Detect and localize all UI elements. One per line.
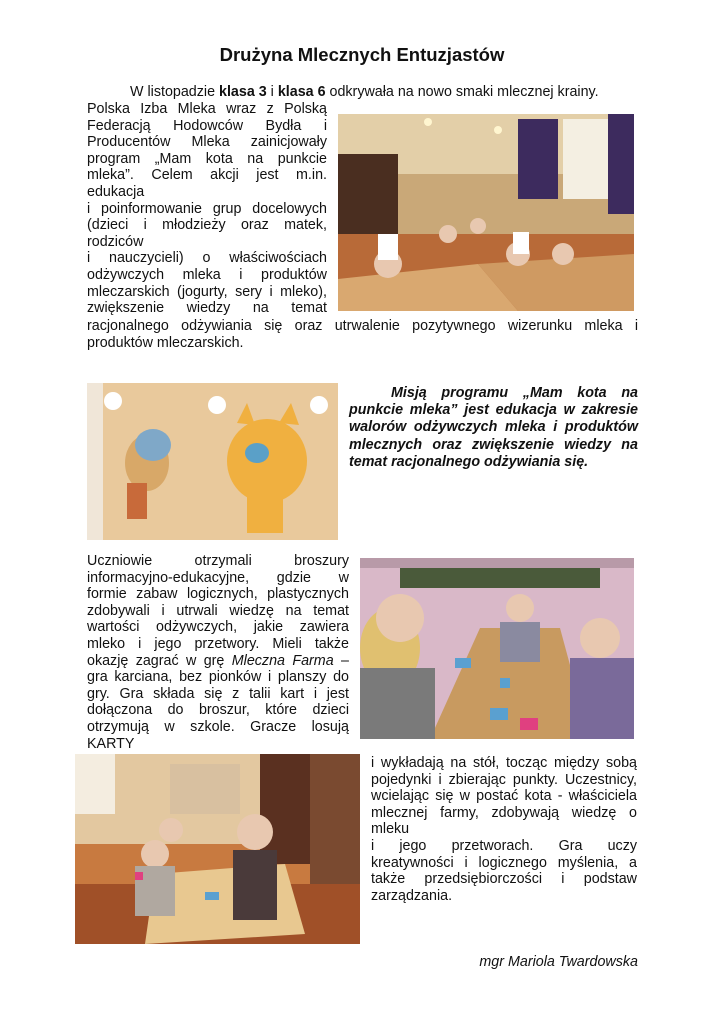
classroom-photo: [338, 114, 634, 311]
intro-line: odżywczych mleka i produktów: [87, 266, 327, 283]
intro-line: Polska Izba Mleka wraz z Polską: [87, 101, 327, 117]
intro-lead-c: odkrywała na nowo smaki mlecznej krainy.: [325, 84, 599, 100]
game-name: Mleczna Farma: [231, 652, 334, 669]
intro-last-line: produktów mleczarskich.: [87, 335, 244, 351]
game-line: KARTY: [87, 735, 135, 752]
game-line7-b: –: [333, 652, 349, 669]
intro-full-line: racjonalnego odżywiania się oraz utrwalenie pozytywnego wizerunku mleka i: [87, 318, 638, 334]
game-line7-a: okazję zagrać w grę: [87, 652, 232, 669]
intro-line: Federacją Hodowców Bydła i: [87, 117, 327, 134]
game-line: [87, 653, 349, 670]
intro-line: i poinformowanie grup docelowych: [87, 200, 327, 217]
mission-statement: [349, 385, 638, 471]
author-signature: mgr Mariola Twardowska: [479, 954, 638, 970]
continuation-line: także przedsiębiorczości i podstaw: [371, 871, 637, 888]
poster-photo: [87, 383, 338, 540]
game-line: informacyjno-edukacyjne, gdzie w: [87, 569, 349, 586]
game-line: gry. Gra składa się z talii kart i jest: [87, 685, 349, 702]
continuation-line: mleku: [371, 821, 410, 838]
continuation-column: [371, 755, 637, 904]
game-line: wartości odżywczych, jakie zawiera: [87, 619, 349, 636]
game-line: otrzymują w szkole. Gracze losują: [87, 718, 349, 735]
intro-lead: [130, 84, 599, 101]
continuation-line: mlecznej farmy, zdobywają wiedzę o: [371, 804, 637, 821]
continuation-line: i wykładają na stół, tocząc między sobą: [371, 755, 637, 771]
intro-line: edukacja: [87, 183, 145, 200]
intro-line: zwiększenie wiedzy na temat: [87, 300, 327, 317]
group-photo: [75, 754, 360, 944]
game-line: Uczniowie otrzymali broszury: [87, 553, 349, 569]
game-line: dołączona do broszur, które dzieci: [87, 702, 349, 719]
game-line: mleko i jego przetwory. Mieli także: [87, 635, 349, 652]
game-line: gra karciana, bez pionków i planszy do: [87, 669, 349, 686]
card-game-photo: [360, 558, 634, 739]
intro-lead-a: W listopadzie: [130, 84, 219, 100]
game-line: formie zabaw logicznych, plastycznych: [87, 586, 349, 603]
continuation-line: wcielając się w postać kota - właściciela: [371, 788, 637, 805]
intro-lead-b: i: [266, 84, 278, 100]
intro-line: program „Mam kota na punkcie: [87, 150, 327, 167]
continuation-line: pojedynki i zbierając punkty. Uczestnicy,: [371, 771, 637, 788]
game-column: [87, 553, 349, 752]
intro-column: [87, 101, 327, 317]
intro-line: i nauczycieli) o właściwościach: [87, 250, 327, 267]
continuation-line: kreatywności i logicznego myślenia, a: [371, 854, 637, 871]
continuation-line: zarządzania.: [371, 887, 453, 904]
game-line: zdobywali i utrwali wiedzę na temat: [87, 602, 349, 619]
intro-line: mleka”. Celem akcji jest m.in.: [87, 167, 327, 184]
mission-text: Misją programu „Mam kota na punkcie mleka” jest edukacja w zakresie walorów odżywczych mleka i produktów mlecznych oraz zwiększenie wiedzy na temat racjonalnego odżywiania się.: [349, 385, 638, 470]
intro-line: Producentów Mleka zainicjowały: [87, 134, 327, 151]
intro-line: (dzieci i młodzieży oraz matek,: [87, 217, 327, 234]
intro-line: rodziców: [87, 233, 144, 250]
page-title: Drużyna Mlecznych Entuzjastów: [219, 44, 505, 65]
continuation-line: i jego przetworach. Gra uczy: [371, 837, 637, 854]
intro-line: mleczarskich (jogurty, sery i mleko),: [87, 283, 327, 300]
class-3-label: klasa 3: [219, 84, 267, 100]
class-6-label: klasa 6: [277, 84, 326, 100]
